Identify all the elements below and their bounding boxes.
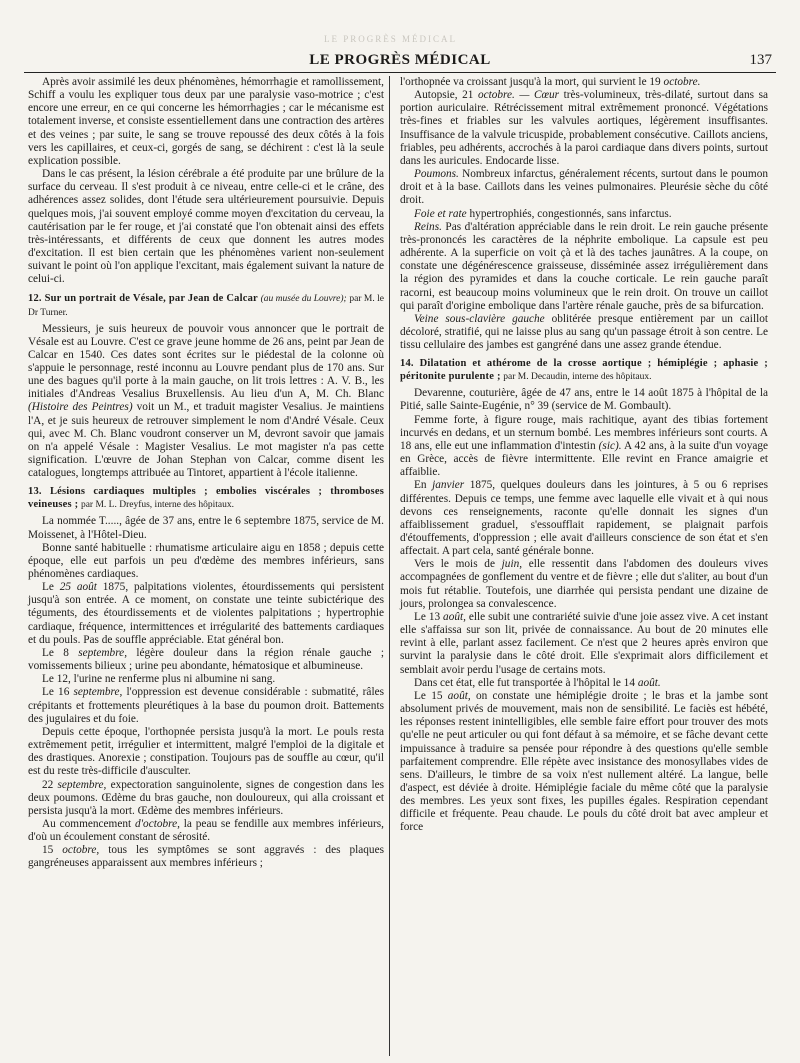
text: oblitérée presque entièrement par un caillot décoloré, stratifié, qui ne laisse plus au sang qu'un passage étroit à son centre. Le tissu cellulaire des jambes est gangréné dans une assez grande étendue. [400, 312, 769, 352]
text: 1875, palpitations violentes, étourdissements qui persistent jusqu'à son entrée. A ce moment, on constate une teinte subictérique des téguments, des étourdissements et de violentes palpitations ; hypertrophie cardiaque, fréquence, intermittences et irrégularité des battements cardiaques et du pouls. Pas de souffle appréciable. Etat général bon. [28, 581, 384, 646]
section-location: (au musée du Louvre); [260, 293, 347, 304]
text: l'oppression est devenue considérable : submatité, râles crépitants et frottements pleurétiques à la base du poumon droit. Battements des jugulaires et du foie. [28, 686, 384, 725]
date: octobre, [62, 844, 100, 857]
text: légère douleur dans la région rénale gauche ; vomissements bilieux ; urine peu abondante, hématosique et albumineuse. [28, 646, 385, 673]
citation: (Histoire des Peintres) [28, 401, 133, 414]
paragraph [400, 168, 768, 207]
journal-title: LE PROGRÈS MÉDICAL [309, 52, 491, 68]
paragraph: Depuis cette époque, l'orthopnée persista jusqu'à la mort. Le pouls resta extrêmement petit, irrégulier et intermittent, malgré l'emploi de la digitale et des drastiques. Anorexie ; constipation. Toujours pas de souffle au cœur, qu'il est du reste très-difficile d'ausculter. [28, 725, 384, 778]
organ-label: Foie et rate [414, 207, 467, 220]
paragraph [400, 313, 768, 352]
header-rule [24, 72, 776, 73]
text: Le 15 [414, 689, 443, 702]
date: août. [637, 676, 661, 689]
paragraph [400, 558, 768, 611]
section-author: par M. le Dr Turner. [28, 293, 385, 318]
section-title: 14. Dilatation et athérome de la crosse aortique ; hémiplégie ; aphasie ; péritonite purulente ; [400, 358, 768, 383]
paragraph: Le 12, l'urine ne renferme plus ni albumine ni sang. [42, 673, 276, 686]
date: octobre. [477, 89, 515, 102]
section-title: 12. Sur un portrait de Vésale, par Jean de Calcar [28, 292, 258, 304]
paragraph [400, 89, 768, 168]
page [24, 0, 776, 1063]
section-author: par M. Decaudin, interne des hôpitaux. [503, 372, 652, 383]
paragraph [28, 844, 384, 870]
organ-label: Veine sous-clavière gauche [414, 312, 545, 325]
text: Nombreux infarctus, généralement récents, surtout dans le poumon droit et à la base. Caillots dans les veines pulmonaires. Pleurésie sèche du côté droit. [400, 168, 769, 207]
date: septembre, [57, 778, 107, 791]
paragraph [400, 221, 768, 313]
text: expectoration sanguinolente, signes de congestion dans les deux poumons. Œdème du bras gauche, non douloureux, qui alla croissant et persista jusqu'à la mort. Œdème des membres inférieurs. [28, 778, 384, 817]
text: Autopsie, 21 [414, 89, 474, 102]
text: 15 [42, 844, 54, 857]
organ-label: Poumons. [414, 168, 459, 181]
text: 22 [42, 778, 54, 791]
text: Le [42, 581, 54, 594]
section-heading-14 [400, 357, 768, 384]
paragraph [28, 581, 384, 647]
paragraph [28, 686, 384, 725]
text: Femme forte, à figure rouge, mais rachitique, ayant des tibias fortement incurvés en dedans, et un sternum bombé. Les membres inférieurs sont courts. A 18 ans, elle eut une inflammation d'intestin [400, 413, 768, 452]
section-title: 13. Lésions cardiaques multiples ; embolies viscérales ; thromboses veineuses ; [28, 486, 384, 511]
organ-label: Reins. [414, 220, 442, 233]
paragraph [28, 779, 384, 818]
paragraph [400, 414, 768, 480]
paragraph [28, 818, 384, 844]
sic-note: (sic). [598, 439, 622, 452]
paragraph: Bonne santé habituelle : rhumatisme articulaire aigu en 1858 ; depuis cette époque, elle eut parfois un peu d'œdème des membres inférieurs, sans phénomènes cardiaques. [28, 541, 384, 580]
section-heading-12 [28, 292, 384, 320]
text: 1875, quelques douleurs dans les jointures, à 5 ou 6 reprises différentes. Depuis ce temps, une femme avec laquelle elle vivait et à qui nous devons ces renseignements, raconte qu'elle donnait les signes d'un affaiblissement graduel, s'essoufflait rapidement, se plaignait parfois d'étouffements, d'oppression ; elle avait d'ailleurs conscience de son état et s'en affectait. A part cela, santé générale bonne. [400, 479, 769, 558]
paragraph [400, 690, 768, 835]
date: d'octobre, [134, 817, 180, 830]
paragraph [400, 76, 768, 89]
text: voit un M., et traduit magister Vesalius. Je maintiens l'A, et je suis heureux de retrouver simplement le nom d'André Vésale. Ceux qui, avec M. Ch. Blanc voudront conserver un M, devront savoir que jamais on n'a appelé Vésale : Magister Vesalius. Le mot magister n'a pas cette signification. L'œuvre de Johan Stephan von Calcar, comme disent les catalogues, longtemps attribuée au Tintoret, appartient à l'école italienne. [28, 401, 384, 480]
right-column [400, 76, 768, 835]
section-author: par M. L. Dreyfus, interne des hôpitaux. [80, 500, 234, 511]
date: septembre, [78, 646, 128, 659]
paragraph: Dans le cas présent, la lésion cérébrale a été produite par une brûlure de la surface du cerveau. Il s'est produit à ce niveau, entre celle-ci et le crâne, des adhérences assez solides, dont l'étude sera ultérieurement poursuivie. Depuis quelques mois, j'ai souvent employé comme moyen d'excitation du cerveau, la cautérisation par le fer rouge, et j'ai constaté que l'on obtenait ainsi des effets très-intéressants, et différents de ceux que donnent les autres modes d'excitation. Il est bien certain que les phénomènes varient non-seulement suivant le point où l'on applique l'excitant, mais également suivant la nature de celui-ci. [28, 168, 384, 286]
date: 25 août [59, 581, 97, 594]
text: elle subit une contrariété suivie d'une joie assez vive. A cet instant elle s'affaissa sur son lit, privée de connaissance. Au bout de 20 minutes elle revint à elle, parlant assez facilement. Ce n'est que 2 heures après environ que survint la paralysie dans le côté droit. Elle s'exprimait alors difficilement et semblait avoir perdu l'usage de certains mots. [400, 610, 768, 676]
date: janvier [432, 479, 465, 492]
paragraph [400, 479, 768, 558]
text: Le 16 [42, 686, 70, 699]
bleed-through-text: LE PROGRÈS MÉDICAL [324, 34, 458, 44]
column-divider [389, 76, 390, 1056]
organ-label: — Cœur [519, 89, 560, 102]
text: En [414, 479, 427, 492]
text: Messieurs, je suis heureux de pouvoir vous annoncer que le portrait de Vésale est au Louvre. C'est ce grave jeune homme de 26 ans, peint par Jean de Calcar en 1540. Ces dates sont écrites sur le piédestal de la colonne où s'appuie le personnage, resté inconnu au Louvre pendant plus de 170 ans. Sur une des bagues qu'il porte à la main gauche, on lit trois lettres : A. V. B., les initiales d'Andreas Vesalius Bruxellensis. Au lieu d'un A, M. Ch. Blanc [28, 322, 384, 401]
text: Dans cet état, elle fut transportée à l'hôpital le 14 [414, 676, 635, 689]
text: l'orthopnée va croissant jusqu'à la mort, qui survient le 19 [400, 76, 661, 88]
paragraph [400, 677, 768, 690]
running-head [24, 50, 776, 72]
text: Vers le mois de [414, 558, 495, 571]
text: hypertrophiés, congestionnés, sans infarctus. [469, 207, 672, 220]
paragraph [28, 323, 384, 481]
left-column [28, 76, 384, 871]
page-number: 137 [749, 52, 772, 68]
date: août, [447, 689, 471, 702]
text: Au commencement [42, 817, 132, 830]
text: Le 8 [42, 646, 69, 659]
paragraph [400, 208, 768, 221]
paragraph: La nommée T....., âgée de 37 ans, entre le 6 septembre 1875, service de M. Moissenet, à l'Hôtel-Dieu. [28, 515, 384, 541]
date: octobre. [663, 76, 701, 88]
text: on constate une hémiplégie droite ; le bras et la jambe sont absolument privés de mouvement, mais non de sensibilité. Le faciès est hébété, les réponses restent inintelligibles, elle semble faire effort pour trouver des mots qu'elle ne peut articuler ou qui font défaut à sa mémoire, et se fâche devant cette impuissance à traduire sa pensée pour répondre à des questions qu'elle semble parfaitement comprendre. Elle répète avec insistance des monosyllabes vides de sens. D'ailleurs, le timbre de sa voix n'est nullement altéré. La langue, belle d'aspect, est déviée à droite. Hémiplégie faciale du même côté que la paralysie des membres. Les yeux sont fixes, les pupilles égales. Respiration cependant difficile et fréquente. Peau chaude. Le pouls du côté droit bat avec ampleur et force [400, 689, 768, 834]
text: très-volumineux, très-dilaté, surtout dans sa portion auriculaire. Rétrécissement mitral extrêmement prononcé. Végétations très-fines et friables sur les valvules aortiques, légèrement insuffisantes. Insuffisance de la valvule tricuspide, probablement consécutive. Caillots anciens, friables, peu adhérents, accrochés à la paroi cardiaque dans divers points, surtout dans les auricules. Endocarde lisse. [400, 89, 769, 167]
paragraph [400, 611, 768, 677]
text: Le 13 [414, 610, 441, 623]
paragraph: Après avoir assimilé les deux phénomènes, hémorrhagie et ramollissement, Schiff a voulu les expliquer tous deux par une paralysie vaso-motrice ; c'est encore une erreur, en ce qui concerne les hémorrhagies ; car le mécanisme est totalement inverse, et consiste essentiellement dans une contraction des artères et des veines ; par suite, le sang se trouve repoussé des deux côtés à la fois vers les capillaires, et ceux-ci, gorgés de sang, se déchirent : c'est là la seule explication possible. [28, 76, 384, 167]
section-heading-13 [28, 485, 384, 512]
paragraph [28, 647, 384, 673]
date: août, [443, 610, 466, 623]
text: tous les symptômes se sont aggravés : des plaques gangréneuses apparaissent aux membres inférieurs ; [28, 844, 384, 870]
text: A 42 ans, à la suite d'un voyage en Grèce, accès de fièvre intermittente. Elle revint en France amaigrie et affaiblie. [400, 439, 769, 479]
paragraph: Devarenne, couturière, âgée de 47 ans, entre le 14 août 1875 à l'hôpital de la Pitié, salle Sainte-Eugénie, n° 39 (service de M. Gombault). [400, 387, 768, 413]
date: juin, [501, 558, 523, 571]
text: Pas d'altération appréciable dans le rein droit. Le rein gauche présente très-prononcés les caractères de la néphrite embolique. La capsule est peu adhérente. A la superficie on voit çà et là des taches jaunâtres. A la coupe, on constate une dégénérescence graisseuse, disséminée assez irrégulièrement dans la région des pyramides et dans la couche corticale. Le rein gauche paraît racorni, est beaucoup moins volumineux que le rein droit. On trouve un caillot qui paraît d'origine embolique dans l'artère rénale gauche, près de sa bifurcation. [400, 220, 768, 312]
date: septembre, [73, 686, 123, 699]
text: elle ressentit dans l'abdomen des douleurs vives accompagnées de gonflement du ventre et de fièvre ; elle dut s'aliter, au bout d'un mois fut rétablie. Toutefois, une diarrhée qui persista pendant une dizaine de jours, prolongea sa convalescence. [400, 558, 768, 610]
text: la peau se fendille aux membres inférieurs, d'où un écoulement constant de sérosité. [28, 817, 384, 844]
